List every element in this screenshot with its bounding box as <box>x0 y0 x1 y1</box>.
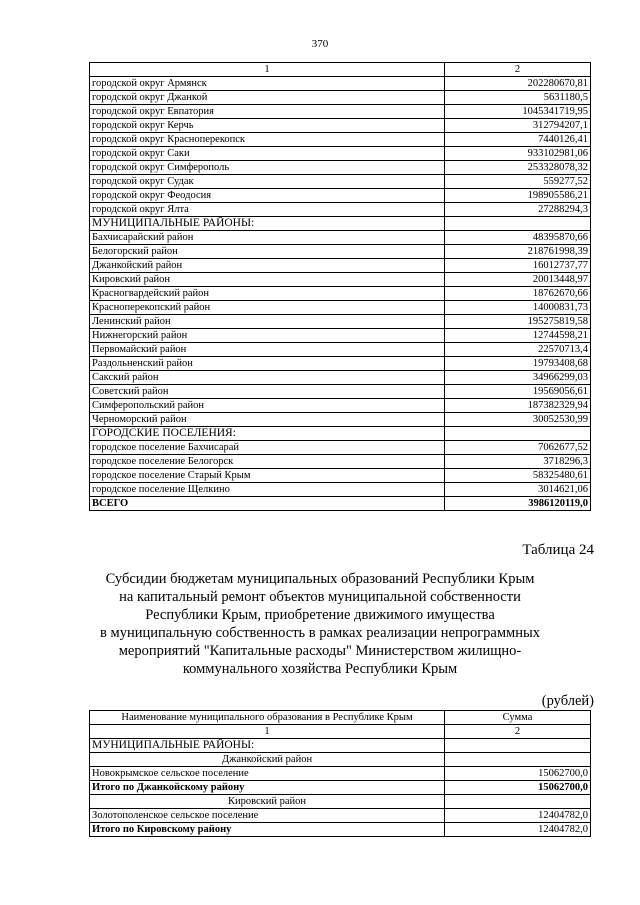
row-value: 5631180,5 <box>445 91 591 105</box>
row-name: городской округ Джанкой <box>90 91 445 105</box>
table-row <box>90 119 591 133</box>
row-name: городское поселение Бахчисарай <box>90 441 445 455</box>
units-label: (рублей) <box>541 693 594 709</box>
table-row <box>90 91 591 105</box>
row-value <box>445 795 591 809</box>
table-row <box>90 147 591 161</box>
row-name: городской округ Ялта <box>90 203 445 217</box>
row-name: городское поселение Старый Крым <box>90 469 445 483</box>
row-value: 187382329,94 <box>445 399 591 413</box>
row-value <box>445 217 591 231</box>
row-value: 559277,52 <box>445 175 591 189</box>
row-value: 20013448,97 <box>445 273 591 287</box>
row-name: МУНИЦИПАЛЬНЫЕ РАЙОНЫ: <box>90 739 445 753</box>
row-name: городской округ Керчь <box>90 119 445 133</box>
row-name: городское поселение Белогорск <box>90 455 445 469</box>
table-row <box>90 399 591 413</box>
table-row <box>90 133 591 147</box>
table-numbering-row <box>90 725 591 739</box>
row-value: 58325480,61 <box>445 469 591 483</box>
row-name: городской округ Армянск <box>90 77 445 91</box>
row-name: Ленинский район <box>90 315 445 329</box>
table-row <box>90 77 591 91</box>
row-name: Итого по Джанкойскому району <box>90 781 445 795</box>
row-value: 15062700,0 <box>445 767 591 781</box>
row-name: Раздольненский район <box>90 357 445 371</box>
table-row <box>90 231 591 245</box>
section-row <box>90 739 591 753</box>
row-value: 3986120119,0 <box>445 497 591 511</box>
row-name: городской округ Феодосия <box>90 189 445 203</box>
table-row <box>90 767 591 781</box>
row-name: Первомайский район <box>90 343 445 357</box>
row-name: Кировский район <box>90 273 445 287</box>
column-number-2: 2 <box>445 63 591 77</box>
column-number-1: 1 <box>90 63 445 77</box>
table-row <box>90 245 591 259</box>
section-row <box>90 427 591 441</box>
table-row <box>90 343 591 357</box>
column-number-2: 2 <box>445 725 591 739</box>
row-value: 312794207,1 <box>445 119 591 133</box>
table-header-row <box>90 63 591 77</box>
table-row <box>90 809 591 823</box>
row-value: 218761998,39 <box>445 245 591 259</box>
row-value: 12404782,0 <box>445 823 591 837</box>
table-header-row <box>90 711 591 725</box>
table-row <box>90 315 591 329</box>
row-value: 34966299,03 <box>445 371 591 385</box>
table-row <box>90 357 591 371</box>
district-row <box>90 753 591 767</box>
table-row <box>90 385 591 399</box>
table-row <box>90 371 591 385</box>
row-value: 3718296,3 <box>445 455 591 469</box>
row-value: 30052530,99 <box>445 413 591 427</box>
table-title-line: Субсидии бюджетам муниципальных образований Республики Крым <box>105 571 535 587</box>
row-name: Новокрымское сельское поселение <box>90 767 445 781</box>
row-name: Бахчисарайский район <box>90 231 445 245</box>
table-row <box>90 329 591 343</box>
row-value <box>445 427 591 441</box>
row-name: Кировский район <box>90 795 445 809</box>
total-row <box>90 823 591 837</box>
subsidy-table-body <box>90 711 591 837</box>
table-row <box>90 259 591 273</box>
table-row <box>90 273 591 287</box>
row-value: 1045341719,95 <box>445 105 591 119</box>
page-number: 370 <box>311 38 329 50</box>
row-value: 15062700,0 <box>445 781 591 795</box>
table-row <box>90 189 591 203</box>
row-value <box>445 753 591 767</box>
row-value: 19569056,61 <box>445 385 591 399</box>
table-label: Таблица 24 <box>522 542 594 558</box>
row-value: 12404782,0 <box>445 809 591 823</box>
table-title <box>95 570 545 678</box>
table-row <box>90 175 591 189</box>
table-title-line: мероприятий "Капитальные расходы" Министерством жилищно- <box>118 643 522 659</box>
table-row <box>90 301 591 315</box>
row-value: 48395870,66 <box>445 231 591 245</box>
allocation-table-body <box>90 63 591 511</box>
table-title-line: на капитальный ремонт объектов муниципальной собственности <box>119 589 521 605</box>
row-value: 7440126,41 <box>445 133 591 147</box>
table-row <box>90 287 591 301</box>
table-title-line: коммунального хозяйства Республики Крым <box>182 661 458 677</box>
row-name: ВСЕГО <box>90 497 445 511</box>
row-name: ГОРОДСКИЕ ПОСЕЛЕНИЯ: <box>90 427 445 441</box>
row-value: 12744598,21 <box>445 329 591 343</box>
row-value: 16012737,77 <box>445 259 591 273</box>
row-value: 3014621,06 <box>445 483 591 497</box>
allocation-table <box>89 62 591 511</box>
column-header-sum: Сумма <box>445 711 591 725</box>
total-row <box>90 497 591 511</box>
row-value: 202280670,81 <box>445 77 591 91</box>
row-value: 253328078,32 <box>445 161 591 175</box>
row-name: Черноморский район <box>90 413 445 427</box>
row-name: МУНИЦИПАЛЬНЫЕ РАЙОНЫ: <box>90 217 445 231</box>
row-name: городской округ Судак <box>90 175 445 189</box>
row-value: 19793408,68 <box>445 357 591 371</box>
table-title-line: в муниципальную собственность в рамках реализации непрограммных <box>100 625 540 641</box>
row-name: Золотополенское сельское поселение <box>90 809 445 823</box>
table-row <box>90 455 591 469</box>
row-name: Красноперекопский район <box>90 301 445 315</box>
table-row <box>90 441 591 455</box>
row-name: Советский район <box>90 385 445 399</box>
row-value: 14000831,73 <box>445 301 591 315</box>
row-value: 27288294,3 <box>445 203 591 217</box>
table-row <box>90 483 591 497</box>
row-value <box>445 739 591 753</box>
row-name: Итого по Кировскому району <box>90 823 445 837</box>
row-name: Джанкойский район <box>90 259 445 273</box>
table-row <box>90 161 591 175</box>
table-row <box>90 413 591 427</box>
total-row <box>90 781 591 795</box>
row-name: Симферопольский район <box>90 399 445 413</box>
row-name: городской округ Красноперекопск <box>90 133 445 147</box>
district-row <box>90 795 591 809</box>
row-name: городской округ Евпатория <box>90 105 445 119</box>
row-name: городское поселение Щелкино <box>90 483 445 497</box>
column-number-1: 1 <box>90 725 445 739</box>
row-name: Нижнегорский район <box>90 329 445 343</box>
row-value: 18762670,66 <box>445 287 591 301</box>
row-name: городской округ Симферополь <box>90 161 445 175</box>
row-name: Красногвардейский район <box>90 287 445 301</box>
row-name: Джанкойский район <box>90 753 445 767</box>
table-title-line: Республики Крым, приобретение движимого имущества <box>145 607 495 623</box>
subsidy-table <box>89 710 591 837</box>
column-header-name: Наименование муниципального образования в Республике Крым <box>90 711 445 725</box>
row-name: городской округ Саки <box>90 147 445 161</box>
row-value: 933102981,06 <box>445 147 591 161</box>
row-value: 198905586,21 <box>445 189 591 203</box>
row-value: 22570713,4 <box>445 343 591 357</box>
table-row <box>90 105 591 119</box>
row-name: Сакский район <box>90 371 445 385</box>
row-value: 7062677,52 <box>445 441 591 455</box>
section-row <box>90 217 591 231</box>
row-value: 195275819,58 <box>445 315 591 329</box>
table-row <box>90 203 591 217</box>
row-name: Белогорский район <box>90 245 445 259</box>
table-row <box>90 469 591 483</box>
